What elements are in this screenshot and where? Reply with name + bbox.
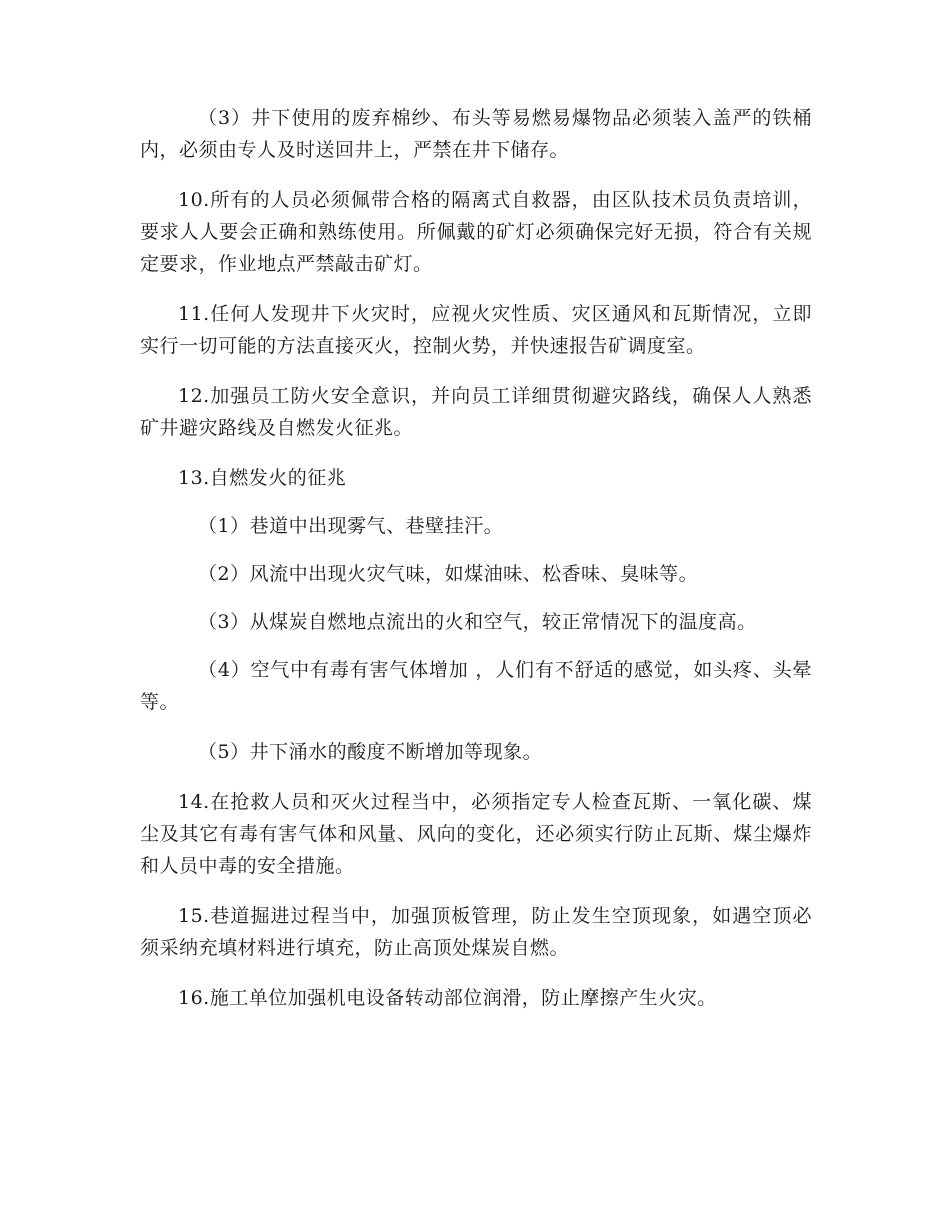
paragraph-item-11-fire-response: 11.任何人发现井下火灾时，应视火灾性质、灾区通风和瓦斯情况，立即实行一切可能的方法直接灭火，控制火势，并快速报告矿调度室。 xyxy=(140,303,812,357)
paragraph-item-15-roof-management: 15.巷道掘进过程当中，加强顶板管理，防止发生空顶现象，如遇空顶必须采纳充填材料进行填充，防止高顶处煤炭自燃。 xyxy=(140,905,812,959)
paragraph-item-12-safety-awareness: 12.加强员工防火安全意识，并向员工详细贯彻避灾路线，确保人人熟悉矿井避灾路线及自燃发火征兆。 xyxy=(140,385,812,439)
paragraph-item-3-waste-storage: （3）井下使用的废弃棉纱、布头等易燃易爆物品必须装入盖严的铁桶内，必须由专人及时送回井上，严禁在井下储存。 xyxy=(140,107,812,161)
paragraph-sign-5: （5）井下涌水的酸度不断增加等现象。 xyxy=(198,741,543,763)
paragraph-sign-4: （4）空气中有毒有害气体增加 ，人们有不舒适的感觉，如头疼、头晕等。 xyxy=(140,659,812,713)
paragraph-item-16-lubrication: 16.施工单位加强机电设备转动部位润滑，防止摩擦产生火灾。 xyxy=(178,987,717,1009)
paragraph-sign-3: （3）从煤炭自燃地点流出的火和空气，较正常情况下的温度高。 xyxy=(198,611,757,633)
paragraph-item-10-self-rescuer: 10.所有的人员必须佩带合格的隔离式自救器，由区队技术员负责培训，要求人人要会正确和熟练使用。所佩戴的矿灯必须确保完好无损，符合有关规定要求，作业地点严禁敲击矿灯。 xyxy=(140,189,812,275)
paragraph-item-14-gas-check: 14.在抢救人员和灭火过程当中，必须指定专人检查瓦斯、一氧化碳、煤尘及其它有毒有害气体和风量、风向的变化，还必须实行防止瓦斯、煤尘爆炸和人员中毒的安全措施。 xyxy=(140,791,812,877)
paragraph-sign-1: （1）巷道中出现雾气、巷壁挂汗。 xyxy=(198,515,504,537)
paragraph-sign-2: （2）风流中出现火灾气味，如煤油味、松香味、臭味等。 xyxy=(198,563,699,585)
paragraph-item-13-heading: 13.自燃发火的征兆 xyxy=(178,467,347,489)
document-page xyxy=(140,102,812,1014)
